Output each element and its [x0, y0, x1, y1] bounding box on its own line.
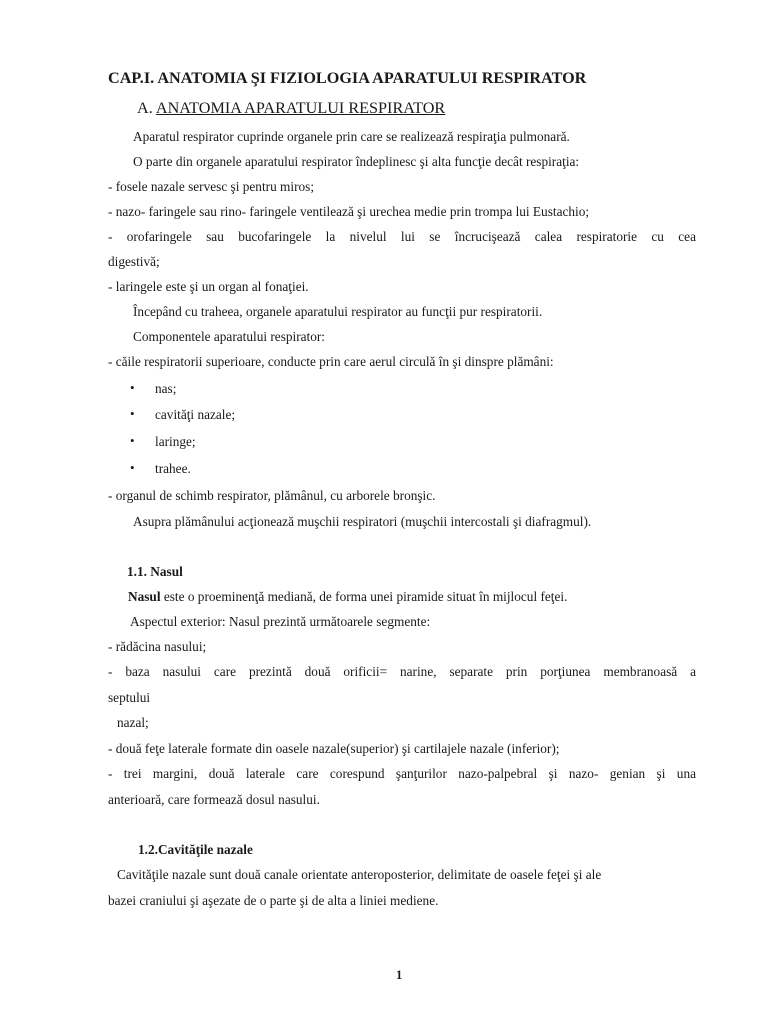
- list-item: cavităţi nazale;: [155, 407, 236, 422]
- paragraph-line: Asupra plămânului acţionează muşchii respiratori (muşchii intercostali şi diafragmul).: [133, 514, 592, 529]
- paragraph-line: Componentele aparatului respirator:: [133, 329, 325, 344]
- paragraph-line: - orofaringele sau bucofaringele la nivelul lui se încrucişează calea respiratorie cu cea: [108, 229, 696, 244]
- paragraph-text: este o proeminenţă mediană, de forma unei piramide situat în mijlocul feţei.: [160, 589, 568, 604]
- paragraph-line: Aspectul exterior: Nasul prezintă următoarele segmente:: [130, 614, 431, 629]
- paragraph-line: - căile respiratorii superioare, conducte prin care aerul circulă în şi dinspre plămâni:: [108, 354, 554, 369]
- list-item: laringe;: [155, 434, 196, 449]
- list-item: nas;: [155, 381, 177, 396]
- bold-term: Nasul: [128, 589, 161, 604]
- bullet-icon: •: [130, 380, 135, 395]
- paragraph-line: [128, 588, 696, 606]
- page-number: 1: [396, 968, 403, 982]
- chapter-title: CAP.I. ANATOMIA ŞI FIZIOLOGIA APARATULUI RESPIRATOR: [108, 69, 587, 87]
- paragraph-line: - nazo- faringele sau rino- faringele ventilează şi urechea medie prin trompa lui Eustachio;: [108, 204, 590, 219]
- paragraph-line: O parte din organele aparatului respirator îndeplinesc şi alta funcţie decât respiraţia:: [133, 154, 580, 169]
- paragraph-line: - baza nasului care prezintă două orificii= narine, separate prin porţiunea membranoasă a: [108, 664, 696, 679]
- paragraph-line: Începând cu traheea, organele aparatului respirator au funcţii pur respiratorii.: [133, 304, 543, 319]
- paragraph-line: - două feţe laterale formate din oasele nazale(superior) şi cartilajele nazale (inferior);: [108, 741, 560, 756]
- paragraph-line: - trei margini, două laterale care corespund şanţurilor nazo-palpebral şi nazo- genian şi una: [108, 766, 696, 781]
- paragraph-line: - rădăcina nasului;: [108, 639, 207, 654]
- list-item: trahee.: [155, 461, 191, 476]
- paragraph-line: Cavităţile nazale sunt două canale orientate anteroposterior, delimitate de oasele feţei şi ale: [117, 867, 602, 882]
- paragraph-line: digestivă;: [108, 254, 160, 269]
- paragraph-line: Aparatul respirator cuprinde organele prin care se realizează respiraţia pulmonară.: [133, 129, 570, 144]
- paragraph-line: - laringele este şi un organ al fonaţiei.: [108, 279, 309, 294]
- paragraph-line: - fosele nazale servesc şi pentru miros;: [108, 179, 315, 194]
- paragraph-line: septului: [108, 690, 151, 705]
- section-a-title: [137, 98, 445, 118]
- section-a-prefix: A.: [137, 99, 156, 117]
- bullet-icon: •: [130, 460, 135, 475]
- paragraph-line: nazal;: [117, 715, 149, 730]
- bullet-icon: •: [130, 406, 135, 421]
- paragraph-line: bazei craniului şi aşezate de o parte şi de alta a liniei mediene.: [108, 893, 439, 908]
- section-a-text: ANATOMIA APARATULUI RESPIRATOR: [155, 99, 446, 117]
- bullet-icon: •: [130, 433, 135, 448]
- section-1-2-heading: 1.2.Cavităţile nazale: [138, 842, 253, 857]
- section-1-1-heading: 1.1. Nasul: [127, 564, 183, 579]
- paragraph-line: - organul de schimb respirator, plămânul, cu arborele bronşic.: [108, 488, 436, 503]
- paragraph-line: anterioară, care formează dosul nasului.: [108, 792, 320, 807]
